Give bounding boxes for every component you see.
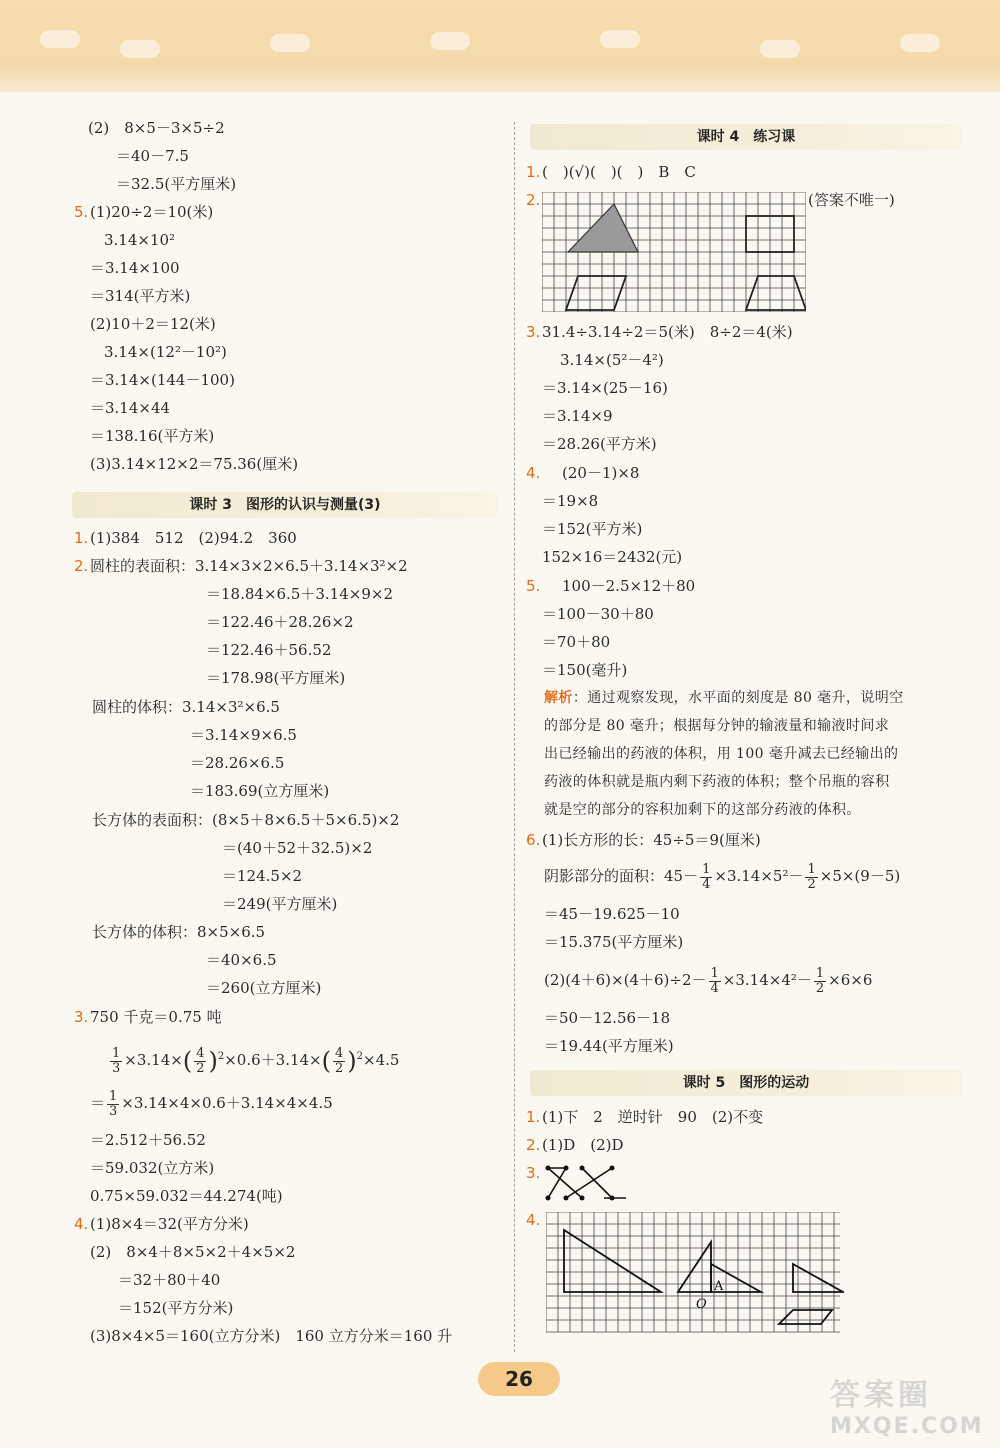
rotated-triangle [678, 1242, 711, 1292]
answer-line: ＝19.44(平方厘米) [544, 1037, 674, 1055]
question-number: 1. [526, 1108, 541, 1126]
answer-line: ＝32.5(平方厘米) [116, 175, 237, 193]
answer-line: ＝3.14×(25－16) [542, 379, 668, 397]
original-triangle [564, 1230, 661, 1292]
answer-line-with-fractions: ＝ $\frac{1}{3}$ ×3.14×4×0.6＋3.14×4×4.5 [90, 1088, 333, 1119]
answer-line: 3.14×10² [104, 231, 176, 249]
matching-lines-figure [542, 1162, 632, 1204]
answer-line: (3)8×4×5＝160(立方分米) 160 立方分米＝160 升 [90, 1327, 453, 1345]
answer-line: (1)长方形的长：45÷5＝9(厘米) [542, 831, 761, 849]
answer-line: ＝3.14×44 [90, 399, 171, 417]
answer-line: ＝249(平方厘米) [222, 895, 338, 913]
answer-line: (1)8×4＝32(平方分米) [90, 1215, 249, 1233]
fraction: $\frac{4}{2}$ [196, 1045, 205, 1076]
question-number: 4. [74, 1215, 89, 1233]
question-number: 3. [526, 323, 541, 341]
answer-line: ＝183.69(立方厘米) [190, 782, 330, 800]
parallelogram [566, 276, 626, 310]
answer-line: (1)下 2 逆时针 90 (2)不变 [542, 1108, 764, 1126]
fraction: $\frac{1}{4}$ [702, 861, 711, 892]
grid-figure-rotation [546, 1212, 844, 1344]
top-decorative-band [0, 0, 1000, 92]
answer-line: ＝3.14×9×6.5 [190, 726, 297, 744]
label-o: O [696, 1297, 707, 1312]
answer-line: ＝260(立方厘米) [206, 979, 322, 997]
answer-line: ＝122.46＋28.26×2 [206, 613, 354, 631]
answer-line: ＝45－19.625－10 [544, 905, 680, 923]
question-number: 2. [526, 1136, 541, 1154]
answer-line: 750 千克＝0.75 吨 [90, 1008, 222, 1026]
question-number: 4. [526, 1211, 541, 1229]
answer-line: ＝28.26×6.5 [190, 754, 285, 772]
answer-line: ＝50－12.56－18 [544, 1009, 671, 1027]
answer-line: (2)10＋2＝12(米) [90, 315, 216, 333]
question-number: 4. [526, 464, 541, 482]
answer-line: 100－2.5×12＋80 [562, 577, 696, 595]
answer-line: ＝3.14×(144－100) [90, 371, 235, 389]
analysis-line: 的部分是 80 毫升；根据每分钟的输液量和输液时间求 [544, 718, 890, 734]
question-number: 2. [74, 557, 89, 575]
fraction: $\frac{1}{2}$ [807, 861, 816, 892]
rotated-triangle-b [793, 1264, 843, 1292]
answer-line: ( )(√)( )( ) B C [542, 163, 696, 181]
trapezoid [746, 276, 806, 310]
fraction: $\frac{4}{2}$ [335, 1045, 344, 1076]
column-divider [514, 122, 515, 1352]
cloud-icon [600, 30, 640, 48]
answer-line: ＝3.14×9 [542, 407, 613, 425]
answer-line: 长方体的体积：8×5×6.5 [92, 923, 266, 941]
answer-line: (1)20÷2＝10(米) [90, 203, 214, 221]
answer-line: 152×16＝2432(元) [542, 548, 683, 566]
answer-line: ＝28.26(平方米) [542, 435, 657, 453]
analysis-paragraph: 解析：通过观察发现，水平面的刻度是 80 毫升，说明空 [544, 690, 904, 706]
question-number: 6. [526, 831, 541, 849]
question-number: 5. [74, 203, 89, 221]
cloud-icon [120, 40, 160, 58]
cloud-icon [760, 40, 800, 58]
answer-line: 0.75×59.032＝44.274(吨) [90, 1187, 283, 1205]
answer-line: (3)3.14×12×2＝75.36(厘米) [90, 455, 299, 473]
answer-line-with-fractions: (2)(4＋6)×(4＋6)÷2－ $\frac{1}{4}$ ×3.14×4²－ $\frac{1}{2}$ ×6×6 [544, 965, 873, 996]
question-number: 1. [526, 163, 541, 181]
cloud-icon [270, 34, 310, 52]
answer-line: (1)384 512 (2)94.2 360 [90, 529, 297, 547]
fraction: $\frac{1}{4}$ [710, 965, 719, 996]
answer-line: ＝124.5×2 [222, 867, 303, 885]
question-number: 3. [526, 1164, 541, 1182]
answer-line: 31.4÷3.14÷2＝5(米) 8÷2＝4(米) [542, 323, 793, 341]
lesson-5-header: 课时 5 图形的运动 [530, 1070, 962, 1096]
answer-line: 3.14×(12²－10²) [104, 343, 227, 361]
answer-line: (1)D (2)D [542, 1136, 624, 1154]
watermark: 答案圈 MXQE.COM [830, 1378, 984, 1439]
analysis-label: 解析 [544, 690, 573, 706]
answer-note: (答案不唯一) [808, 191, 895, 209]
fraction: $\frac{1}{3}$ [109, 1088, 118, 1119]
parallelogram-shape [779, 1310, 832, 1324]
answer-line: ＝15.375(平方厘米) [544, 933, 684, 951]
cloud-icon [430, 32, 470, 50]
answer-line-with-fractions: $\frac{1}{3}$ ×3.14×( $\frac{4}{2}$ )$^2$×0.6＋3.14×( $\frac{4}{2}$ )$^2$×4.5 [112, 1045, 400, 1076]
answer-line: ＝19×8 [542, 492, 599, 510]
question-number: 2. [526, 191, 541, 209]
question-number: 5. [526, 577, 541, 595]
answer-line: ＝18.84×6.5＋3.14×9×2 [206, 585, 393, 603]
page-number: 26 [478, 1362, 560, 1396]
cloud-icon [900, 34, 940, 52]
answer-line: (20－1)×8 [562, 464, 640, 482]
answer-line: ＝314(平方米) [90, 287, 191, 305]
answer-line: (2) 8×4＋8×5×2＋4×5×2 [90, 1243, 296, 1261]
answer-line: ＝40×6.5 [206, 951, 277, 969]
answer-line: ＝152(平方米) [542, 520, 643, 538]
answer-line: ＝32＋80＋40 [118, 1271, 221, 1289]
grid-figure-q2 [542, 192, 806, 312]
answer-line: 长方体的表面积：(8×5＋8×6.5＋5×6.5)×2 [92, 811, 400, 829]
answer-line: ＝(40＋52＋32.5)×2 [222, 839, 373, 857]
answer-line: ＝3.14×100 [90, 259, 180, 277]
lesson-3-header: 课时 3 图形的认识与测量(3) [72, 492, 498, 518]
lesson-4-header: 课时 4 练习课 [530, 124, 962, 150]
answer-line: ＝70＋80 [542, 633, 611, 651]
answer-line: 3.14×(5²－4²) [560, 351, 664, 369]
answer-line: ＝100－30＋80 [542, 605, 654, 623]
question-number: 1. [74, 529, 89, 547]
answer-line: ＝150(毫升) [542, 661, 628, 679]
answer-line: 圆柱的表面积：3.14×3×2×6.5＋3.14×3²×2 [90, 557, 408, 575]
analysis-line: 药液的体积就是瓶内剩下药液的体积；整个吊瓶的容积 [544, 774, 890, 790]
answer-line: ＝122.46＋56.52 [206, 641, 332, 659]
label-a: A [714, 1279, 724, 1294]
answer-line: ＝59.032(立方米) [90, 1159, 215, 1177]
answer-line: ＝152(平方分米) [118, 1299, 234, 1317]
answer-line: (2) 8×5－3×5÷2 [88, 119, 225, 137]
fraction: $\frac{1}{2}$ [815, 965, 825, 996]
analysis-line: 就是空的部分的容积加剩下的这部分药液的体积。 [544, 802, 861, 818]
question-number: 3. [74, 1008, 89, 1026]
analysis-line: 出已经输出的药液的体积，用 100 毫升减去已经输出的 [544, 746, 899, 762]
answer-line-with-fractions: 阴影部分的面积：45－ $\frac{1}{4}$ ×3.14×5²－ $\frac{1}{2}$ ×5×(9－5) [544, 861, 901, 892]
answer-line: ＝138.16(平方米) [90, 427, 215, 445]
cloud-icon [40, 30, 80, 48]
fraction: $\frac{1}{3}$ [112, 1045, 121, 1076]
answer-line: ＝40－7.5 [116, 147, 189, 165]
answer-line: ＝2.512＋56.52 [90, 1131, 206, 1149]
answer-line: ＝178.98(平方厘米) [206, 669, 346, 687]
answer-line: 圆柱的体积：3.14×3²×6.5 [92, 698, 280, 716]
